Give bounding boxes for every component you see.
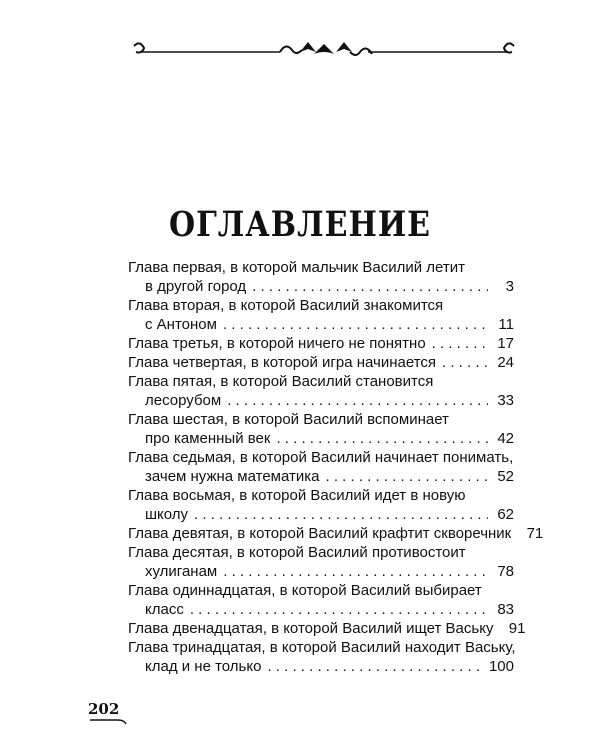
toc-entry-text: Глава пятая, в которой Василий становится: [128, 373, 434, 390]
toc-entry-line: [128, 258, 514, 277]
toc-leader-dots: [276, 429, 488, 448]
decorative-flourish-icon: [130, 36, 518, 66]
toc-page-number: 62: [497, 506, 514, 523]
toc-leader-dots: [442, 353, 488, 372]
toc-leader-dots: [252, 277, 488, 296]
toc-leader-dots: [432, 334, 488, 353]
toc-entry[interactable]: [128, 543, 514, 581]
toc-page-number: 91: [508, 620, 526, 637]
toc-page-number: 24: [497, 354, 514, 371]
toc-entry-line: [128, 657, 514, 676]
toc-leader-dots: [227, 391, 488, 410]
toc-entry-text: Глава восьмая, в которой Василий идет в новую: [128, 487, 466, 504]
toc-entry-line: [128, 638, 514, 657]
toc-entry[interactable]: [128, 258, 514, 296]
toc-entry-text: Глава тринадцатая, в которой Василий находит Ваську,: [128, 639, 516, 656]
toc-entry-line: [128, 600, 514, 619]
toc-entry-line: [128, 391, 514, 410]
toc-entry-line: [128, 353, 514, 372]
toc-page-number: 83: [497, 601, 514, 618]
table-of-contents: [128, 258, 544, 676]
toc-leader-dots: [194, 505, 488, 524]
toc-entry-text: Глава шестая, в которой Василий вспоминает: [128, 411, 449, 428]
toc-page-number: 52: [497, 468, 514, 485]
toc-entry-text: зачем нужна математика: [145, 468, 320, 485]
toc-entry-text: с Антоном: [145, 316, 217, 333]
toc-entry-text: Глава десятая, в которой Василий противостоит: [128, 544, 466, 561]
toc-entry-line: [128, 315, 514, 334]
page-number: 202: [88, 700, 120, 718]
toc-entry[interactable]: [128, 581, 514, 619]
toc-leader-dots: [267, 657, 485, 676]
toc-entry-line: [128, 543, 514, 562]
toc-entry[interactable]: [128, 334, 514, 353]
toc-entry-line: [128, 524, 544, 543]
toc-entry-line: [128, 619, 526, 638]
toc-entry[interactable]: [128, 296, 514, 334]
toc-page-number: 3: [505, 278, 514, 295]
toc-entry-text: Глава седьмая, в которой Василий начинает понимать,: [128, 449, 514, 466]
toc-entry-line: [128, 448, 514, 467]
page-title: ОГЛАВЛЕНИЕ: [168, 205, 432, 246]
toc-leader-dots: [326, 467, 489, 486]
toc-page-number: 78: [497, 563, 514, 580]
toc-entry-line: [128, 429, 514, 448]
toc-entry-text: в другой город: [145, 278, 247, 295]
toc-page-number: 100: [488, 658, 514, 675]
toc-entry-line: [128, 296, 514, 315]
toc-page-number: 33: [497, 392, 514, 409]
toc-leader-dots: [223, 562, 488, 581]
toc-entry[interactable]: [128, 372, 514, 410]
toc-entry-line: [128, 581, 514, 600]
toc-page-number: 17: [497, 335, 514, 352]
toc-entry-text: Глава третья, в которой ничего не понятно: [128, 335, 426, 352]
toc-leader-dots: [223, 315, 488, 334]
toc-entry-text: Глава первая, в которой мальчик Василий летит: [128, 259, 466, 276]
toc-entry-text: школу: [145, 506, 189, 523]
toc-entry-text: класс: [145, 601, 184, 618]
toc-page-number: 11: [498, 316, 514, 333]
toc-entry[interactable]: [128, 486, 514, 524]
toc-entry-line: [128, 410, 514, 429]
page-number-flourish-icon: [88, 716, 130, 728]
toc-entry-line: [128, 486, 514, 505]
toc-entry-line: [128, 467, 514, 486]
toc-entry[interactable]: [128, 410, 514, 448]
toc-entry[interactable]: [128, 448, 514, 486]
toc-entry[interactable]: [128, 524, 544, 543]
toc-entry-text: Глава девятая, в которой Василий крафтит скворечник: [128, 525, 512, 542]
toc-page-number: 42: [497, 430, 514, 447]
toc-entry-line: [128, 372, 514, 391]
toc-entry-text: Глава одиннадцатая, в которой Василий выбирает: [128, 582, 482, 599]
toc-entry-text: Глава вторая, в которой Василий знакомится: [128, 297, 444, 314]
toc-entry[interactable]: [128, 353, 514, 372]
toc-entry-text: Глава четвертая, в которой игра начинается: [128, 354, 437, 371]
toc-entry-line: [128, 505, 514, 524]
toc-entry-line: [128, 334, 514, 353]
toc-leader-dots: [190, 600, 488, 619]
toc-entry-text: Глава двенадцатая, в которой Василий ищет Ваську: [128, 620, 494, 637]
toc-entry-text: про каменный век: [145, 430, 271, 447]
toc-page-number: 71: [526, 525, 544, 542]
toc-entry-text: лесорубом: [145, 392, 222, 409]
toc-entry[interactable]: [128, 619, 526, 638]
toc-entry-line: [128, 277, 514, 296]
toc-entry[interactable]: [128, 638, 514, 676]
toc-entry-text: хулиганам: [145, 563, 218, 580]
toc-entry-line: [128, 562, 514, 581]
toc-entry-text: клад и не только: [145, 658, 262, 675]
